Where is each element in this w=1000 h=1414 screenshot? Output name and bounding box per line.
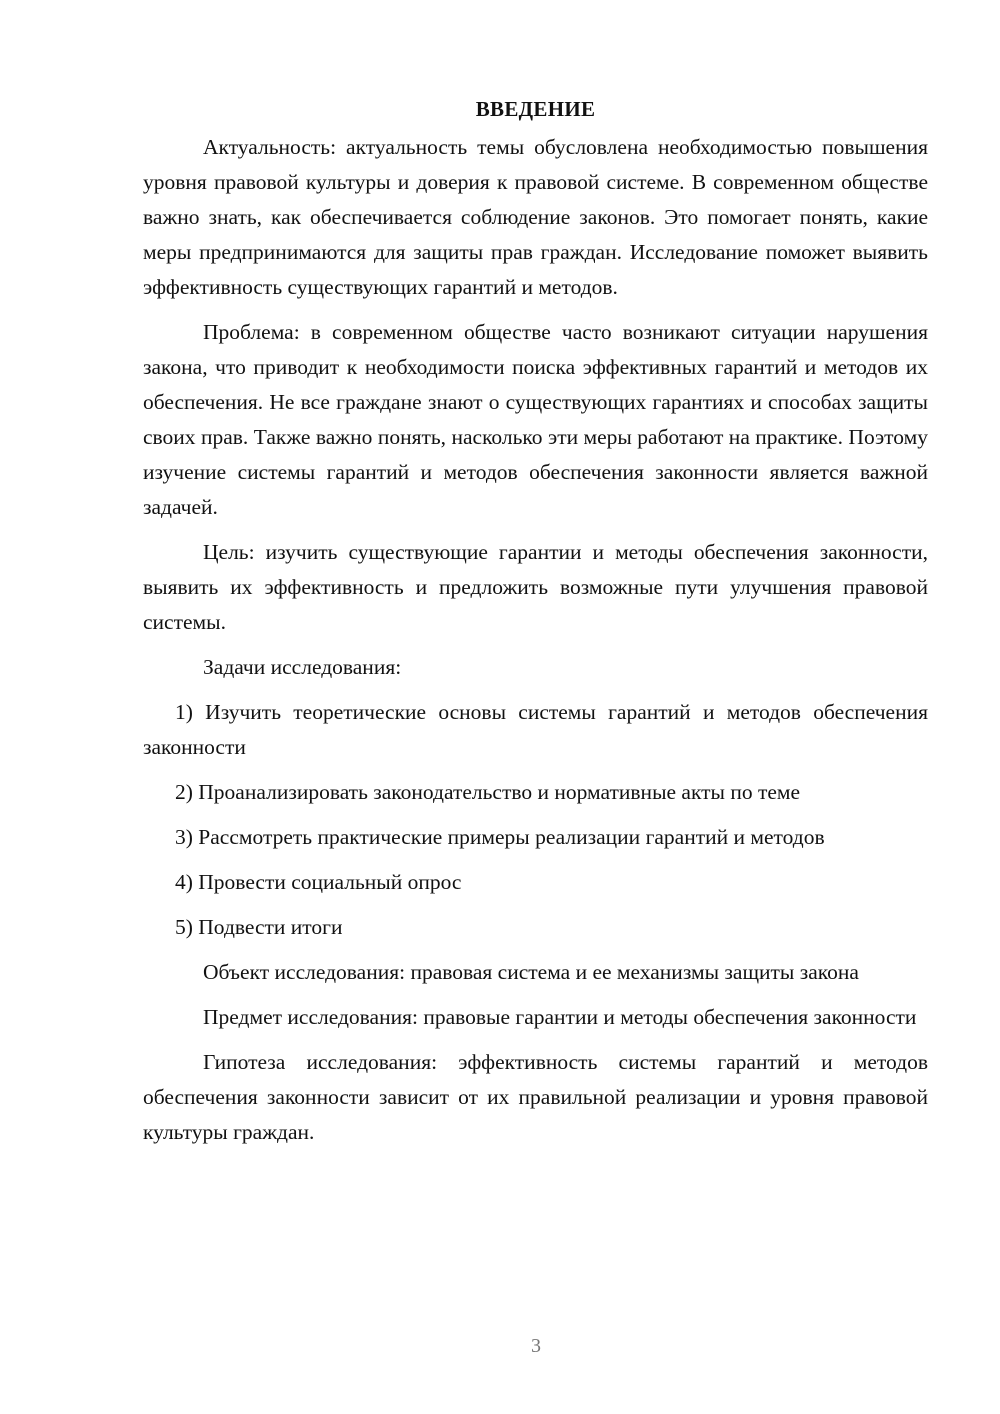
task-item-5: 5) Подвести итоги (175, 915, 343, 939)
paragraph-subject: Предмет исследования: правовые гарантии и методы обеспечения законности (203, 1005, 917, 1029)
paragraph-hypothesis: Гипотеза исследования: эффективность системы гарантий и методов обеспечения законности зависит от их правильной реализации и уровня правовой культуры граждан. (143, 1050, 928, 1144)
paragraph-object: Объект исследования: правовая система и ее механизмы защиты закона (203, 960, 859, 984)
paragraph-tasks-heading: Задачи исследования: (203, 655, 402, 679)
paragraph-problem: Проблема: в современном обществе часто возникают ситуации нарушения закона, что приводит к необходимости поиска эффективных гарантий и методов их обеспечения. Не все граждане знают о существующих гарантиях и способах защиты своих прав. Также важно понять, насколько эти меры работают на практике. Поэтому изучение системы гарантий и методов обеспечения законности является важной задачей. (143, 320, 928, 519)
document-page (143, 92, 928, 1160)
paragraph-relevance: Актуальность: актуальность темы обусловлена необходимостью повышения уровня правовой культуры и доверия к правовой системе. В современном обществе важно знать, как обеспечивается соблюдение законов. Это помогает понять, какие меры предпринимаются для защиты прав граждан. Исследование поможет выявить эффективность существующих гарантий и методов. (143, 135, 928, 299)
task-item-3: 3) Рассмотреть практические примеры реализации гарантий и методов (175, 825, 825, 849)
page-number: 3 (531, 1335, 541, 1357)
task-item-1: 1) Изучить теоретические основы системы гарантий и методов обеспечения законности (143, 700, 928, 759)
section-title: ВВЕДЕНИЕ (475, 97, 596, 121)
task-item-4: 4) Провести социальный опрос (175, 870, 462, 894)
task-item-2: 2) Проанализировать законодательство и нормативные акты по теме (175, 780, 801, 804)
paragraph-goal: Цель: изучить существующие гарантии и методы обеспечения законности, выявить их эффективность и предложить возможные пути улучшения правовой системы. (143, 540, 928, 634)
